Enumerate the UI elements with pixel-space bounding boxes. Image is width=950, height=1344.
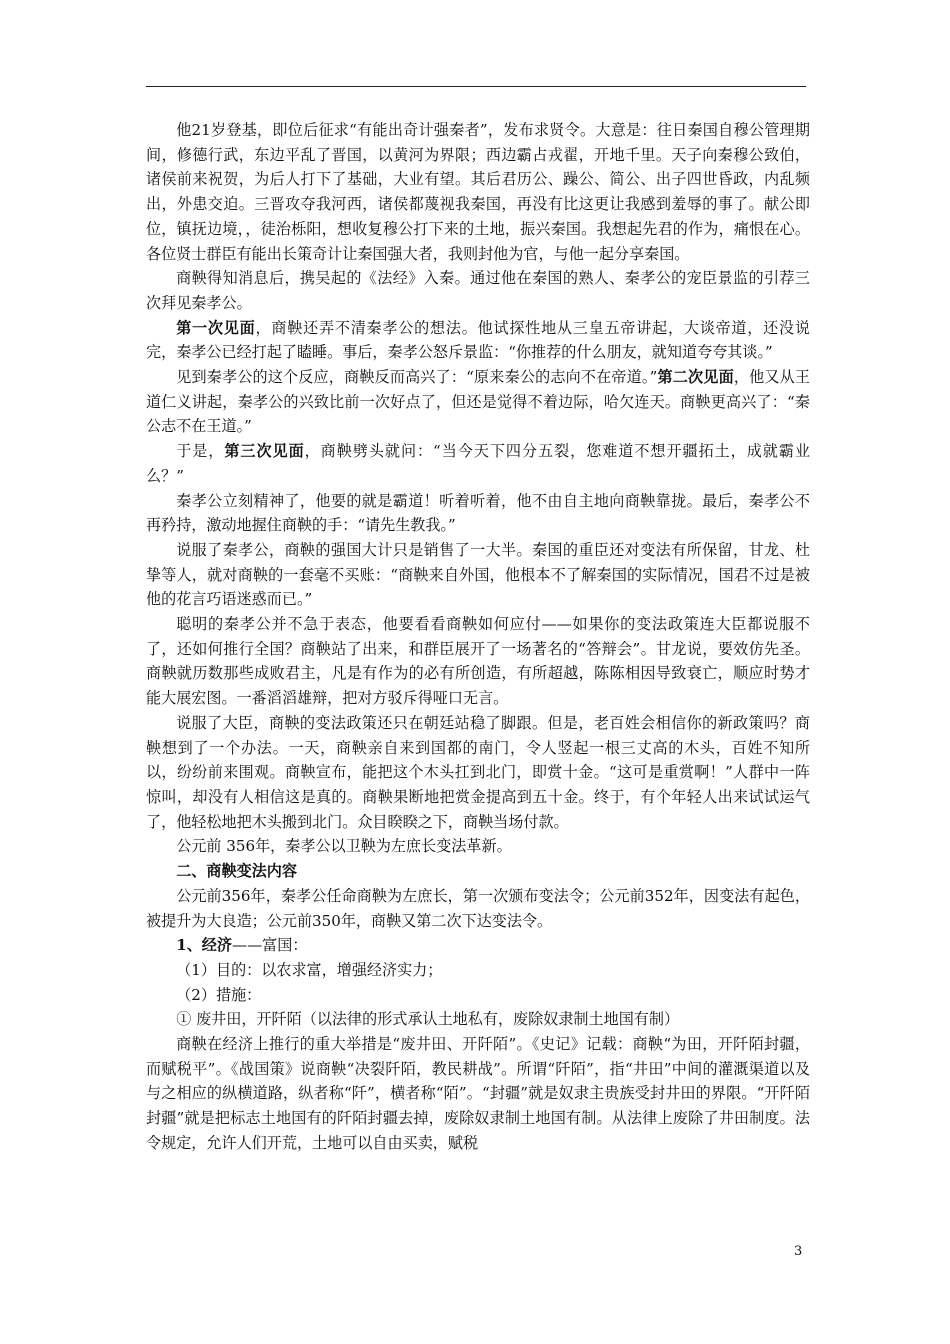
document-body <box>146 118 810 1156</box>
paragraph-text: ，他又从王道仁义讲起，秦孝公的兴致比前一次好点了，但还是觉得不着边际，哈欠连天。商鞅更高兴了：“秦公志不在王道。” <box>146 368 810 436</box>
list-item: （2）措施： <box>176 985 262 1004</box>
subheading-rest: ——富国： <box>231 936 308 955</box>
paragraph-second-meeting <box>146 365 810 439</box>
paragraph-text: 于是， <box>176 442 225 461</box>
bold-phrase: 第三次见面 <box>224 442 305 461</box>
paragraph-text: ，商鞅还弄不清秦孝公的想法。他试探性地从三皇五帝讲起，大谈帝道，还没说完，秦孝公已经打起了瞌睡。事后，秦孝公怒斥景监：“你推荐的什么朋友，就知道夸夸其谈。” <box>146 318 810 362</box>
paragraph: 说服了秦孝公，商鞅的强国大计只是销售了一大半。秦国的重臣还对变法有所保留，甘龙、杜挚等人，就对商鞅的一套毫不买账：“商鞅来自外国，他根本不了解秦国的实际情况，国君不过是被他的花言巧语迷惑而已。” <box>146 540 810 609</box>
bold-phrase: 第二次见面 <box>657 368 734 387</box>
paragraph: 商鞅在经济上推行的重大举措是“废井田、开阡陌”。《史记》记载：商鞅“为田，开阡陌封疆，而赋税平”。《战国策》说商鞅“决裂阡陌，教民耕战”。所谓“阡陌”，指“井田”中间的灌溉渠道以及与之相应的纵横道路，纵者称“阡”，横者称“陌”。“封疆”就是奴隶主贵族受封井田的界限。“开阡陌封疆”就是把标志土地国有的阡陌封疆去掉，废除奴隶制土地国有制。从法律上废除了井田制度。法令规定，允许人们开荒，土地可以自由买卖，赋税 <box>146 1035 810 1152</box>
paragraph-text: ，商鞅劈头就问：“当今天下四分五裂，您难道不想开疆拓土，成就霸业么？” <box>146 442 810 485</box>
paragraph: 他21岁登基，即位后征求“有能出奇计强秦者”，发布求贤令。大意是：往日秦国自穆公管理期间，修德行武，东边平乱了晋国，以黄河为界限；西边霸占戎翟，开地千里。天子向秦穆公致伯，诸侯前来祝贺，为后人打下了基础，大业有望。其后君历公、躁公、简公、出子四世昏政，内乱频出，外患交迫。三晋攻夺我河西，诸侯都蔑视我秦国，再没有比这更让我感到羞辱的事了。献公即位，镇抚边境，，徒治栎阳，想收复穆公打下来的土地，振兴秦国。我想起先君的作为，痛恨在心。各位贤士群臣有能出长策奇计让秦国强大者，我则封他为官，与他一起分享秦国。 <box>146 121 810 263</box>
paragraph: 公元前356年，秦孝公任命商鞅为左庶长，第一次颁布变法令；公元前352年，因变法有起色，被提升为大良造；公元前350年，商鞅又第二次下达变法令。 <box>146 886 810 930</box>
paragraph: 秦孝公立刻精神了，他要的就是霸道！听着听着，他不由自主地向商鞅靠拢。最后，秦孝公不再矜持，激动地握住商鞅的手：“请先生教我。” <box>146 491 810 535</box>
paragraph: 公元前 356年，秦孝公以卫鞅为左庶长变法革新。 <box>176 837 512 856</box>
header-rule <box>146 86 806 87</box>
paragraph: 说服了大臣，商鞅的变法政策还只在朝廷站稳了脚跟。但是，老百姓会相信你的新政策吗？商鞅想到了一个办法。一天，商鞅亲自来到国都的南门，令人竖起一根三丈高的木头，百姓不知所以，纷纷前来围观。商鞅宣布，能把这个木头扛到北门，即赏十金。“这可是重赏啊！”人群中一阵惊叫，却没有人相信这是真的。商鞅果断地把赏金提高到五十金。终于，有个年轻人出来试试运气了，他轻松地把木头搬到北门。众目睽睽之下，商鞅当场付款。 <box>146 713 810 831</box>
paragraph-third-meeting <box>146 439 810 488</box>
list-item: （1）目的：以农求富，增强经济实力； <box>176 960 443 979</box>
page-number: 3 <box>794 1244 803 1259</box>
paragraph-text: 见到秦孝公的这个反应，商鞅反而高兴了：“原来秦公的志向不在帝道。” <box>176 368 658 387</box>
section-heading: 二、商鞅变法内容 <box>176 862 297 881</box>
bold-phrase: 1、经济 <box>176 936 232 955</box>
subheading-economy <box>146 933 810 958</box>
paragraph-first-meeting <box>146 316 810 365</box>
bold-phrase: 第一次见面 <box>176 318 256 337</box>
list-item: ① 废井田，开阡陌（以法律的形式承认土地私有，废除奴隶制土地国有制） <box>176 1010 680 1029</box>
paragraph: 聪明的秦孝公并不急于表态，他要看看商鞅如何应付——如果你的变法政策连大臣都说服不了，还如何推行全国？商鞅站了出来，和群臣展开了一场著名的“答辩会”。甘龙说，要效仿先圣。商鞅就历数那些成败君主，凡是有作为的必有所创造，有所超越，陈陈相因导致衰亡，顺应时势才能大展宏图。一番滔滔雄辩，把对方驳斥得哑口无言。 <box>146 615 810 708</box>
paragraph: 商鞅得知消息后，携吴起的《法经》入秦。通过他在秦国的熟人、秦孝公的宠臣景监的引荐三次拜见秦孝公。 <box>146 269 810 312</box>
